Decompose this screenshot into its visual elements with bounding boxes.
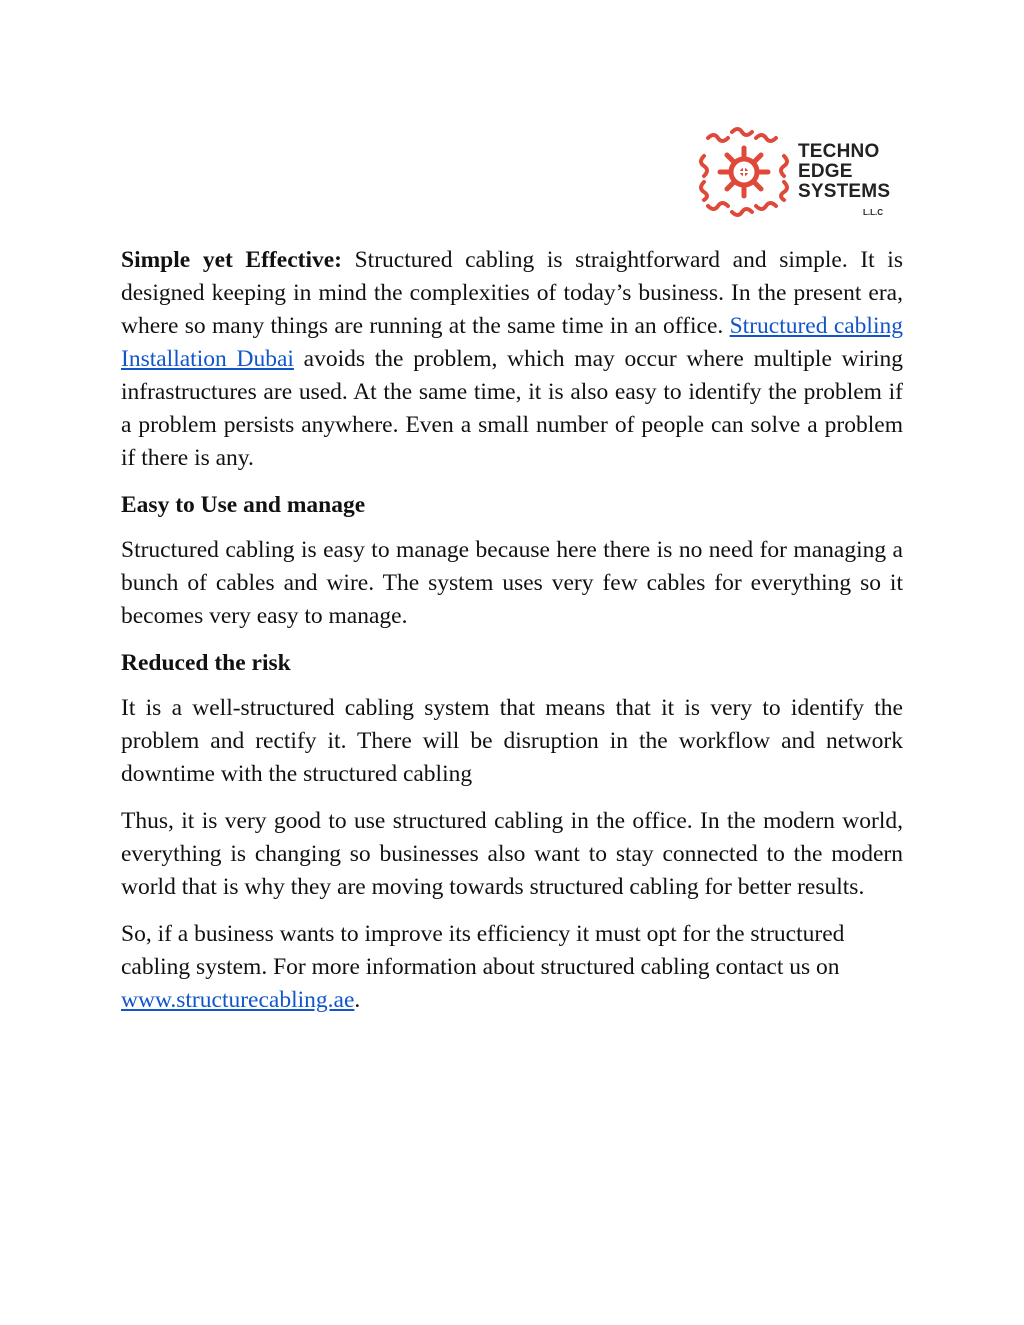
logo-line-2: EDGE bbox=[798, 161, 853, 182]
heading-easy-to-use: Easy to Use and manage bbox=[121, 492, 366, 518]
structured-cabling-installation-link[interactable]: Structured cabling Installation Dubai bbox=[121, 313, 903, 372]
logo-line-1: TECHNO bbox=[798, 141, 880, 162]
logo-wordmark bbox=[798, 142, 890, 202]
paragraph-text: avoids the problem, which may occur where multiple wiring infrastructures are used. At the same time, it is also easy to identify the problem if a problem persists anywhere. Even a small number of people can solve a problem if there is any. bbox=[121, 346, 903, 471]
paragraph-reduced-risk: It is a well-structured cabling system that means that it is very to identify the problem and rectify it. There will be disruption in the workflow and network downtime with the structured cabling bbox=[121, 695, 903, 787]
paragraph-easy-to-use: Structured cabling is easy to manage because here there is no need for managing a bunch of cables and wire. The system uses very few cables for everything so it becomes very easy to manage. bbox=[121, 537, 903, 629]
heading-reduced-risk: Reduced the risk bbox=[121, 650, 291, 676]
paragraph-simple-yet-effective bbox=[121, 244, 903, 475]
website-link[interactable]: www.structurecabling.ae bbox=[121, 987, 355, 1013]
paragraph-text: So, if a business wants to improve its efficiency it must opt for the structured cabling system. For more information about structured cabling contact us on bbox=[121, 921, 845, 980]
logo-line-3: SYSTEMS bbox=[798, 181, 891, 202]
paragraph-text: . bbox=[354, 987, 361, 1013]
paragraph-lead: Simple yet Effective: bbox=[121, 247, 342, 273]
gear-icon bbox=[698, 126, 790, 218]
paragraph-contact bbox=[121, 918, 903, 1017]
paragraph-conclusion: Thus, it is very good to use structured cabling in the office. In the modern world, everything is changing so businesses also want to stay connected to the modern world that is why they are moving towards structured cabling for better results. bbox=[121, 808, 903, 900]
paragraph-text: Structured cabling is straightforward and simple. It is designed keeping in mind the complexities of today’s business. In the present era, where so many things are running at the same time in an office. bbox=[121, 247, 903, 339]
document-body bbox=[121, 244, 903, 1031]
logo-suffix: L.L.C bbox=[863, 208, 883, 217]
company-logo bbox=[698, 126, 898, 222]
